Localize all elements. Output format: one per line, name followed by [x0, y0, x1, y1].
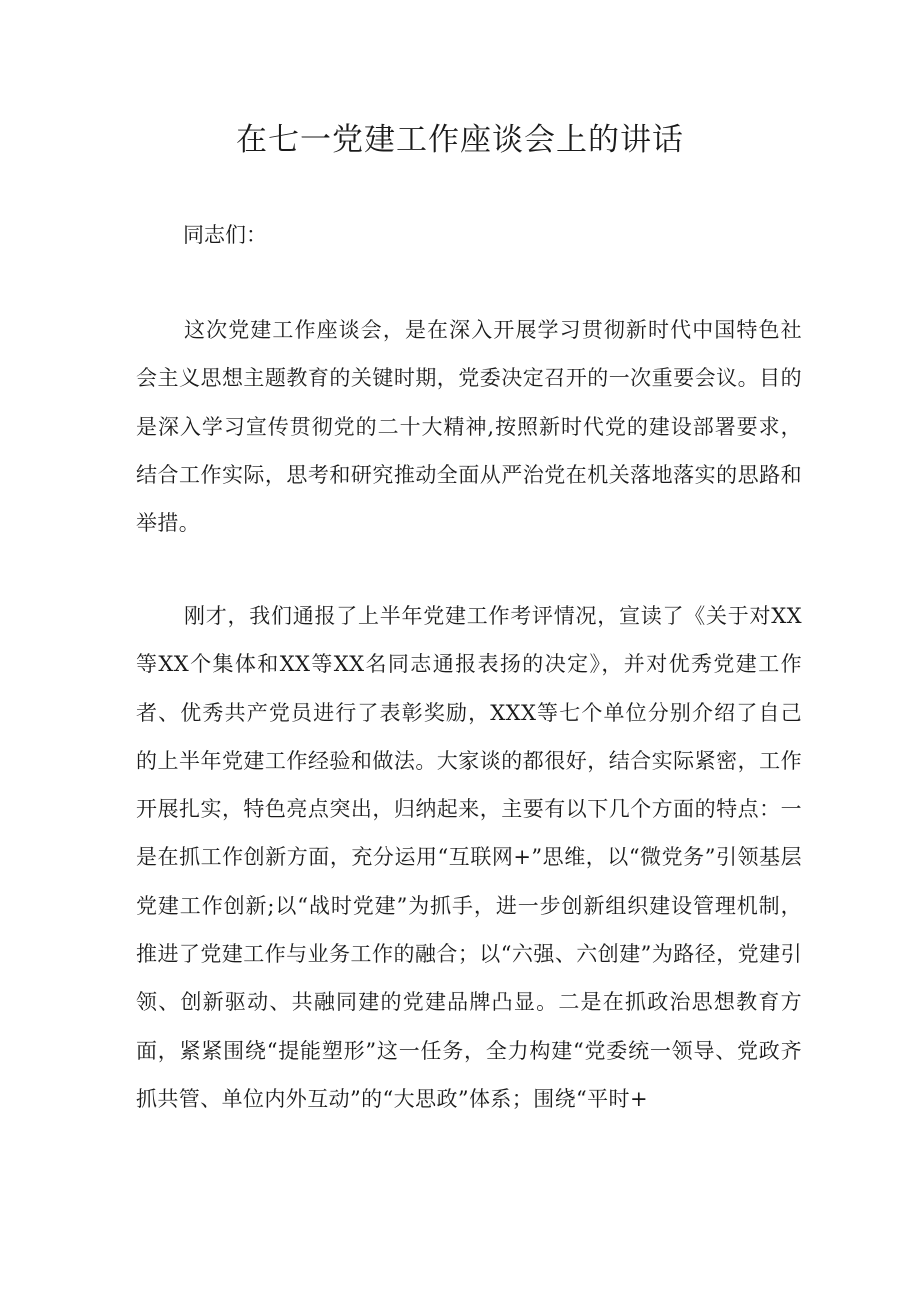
salutation: 同志们： — [183, 223, 267, 247]
paragraph-2: 刚才，我们通报了上半年党建工作考评情况，宣读了《关于对XX等XX个集体和XX等XX名同志通报表扬的决定》，并对优秀党建工作者、优秀共产党员进行了表彰奖励，XXX等七个单位分别介绍了自己的上半年党建工作经验和做法。大家谈的都很好，结合实际紧密，工作开展扎实，特色亮点突出，归纳起来，主要有以下几个方面的特点：一是在抓工作创新方面，充分运用“互联网+”思维，以“微党务”引领基层党建工作创新;以“战时党建”为抓手，进一步创新组织建设管理机制，推进了党建工作与业务工作的融合；以“六强、六创建”为路径，党建引领、创新驱动、共融同建的党建品牌凸显。二是在抓政治思想教育方面，紧紧围绕“提能塑形”这一任务，全力构建“党委统一领导、党政齐抓共管、单位内外互动”的“大思政”体系；围绕“平时+ — [136, 604, 802, 1111]
document-title: 在七一党建工作座谈会上的讲话 — [236, 122, 684, 158]
paragraph-1: 这次党建工作座谈会，是在深入开展学习贯彻新时代中国特色社会主义思想主题教育的关键时期，党委决定召开的一次重要会议。目的是深入学习宣传贯彻党的二十大精神,按照新时代党的建设部署要求，结合工作实际，思考和研究推动全面从严治党在机关落地落实的思路和举措。 — [136, 318, 802, 536]
